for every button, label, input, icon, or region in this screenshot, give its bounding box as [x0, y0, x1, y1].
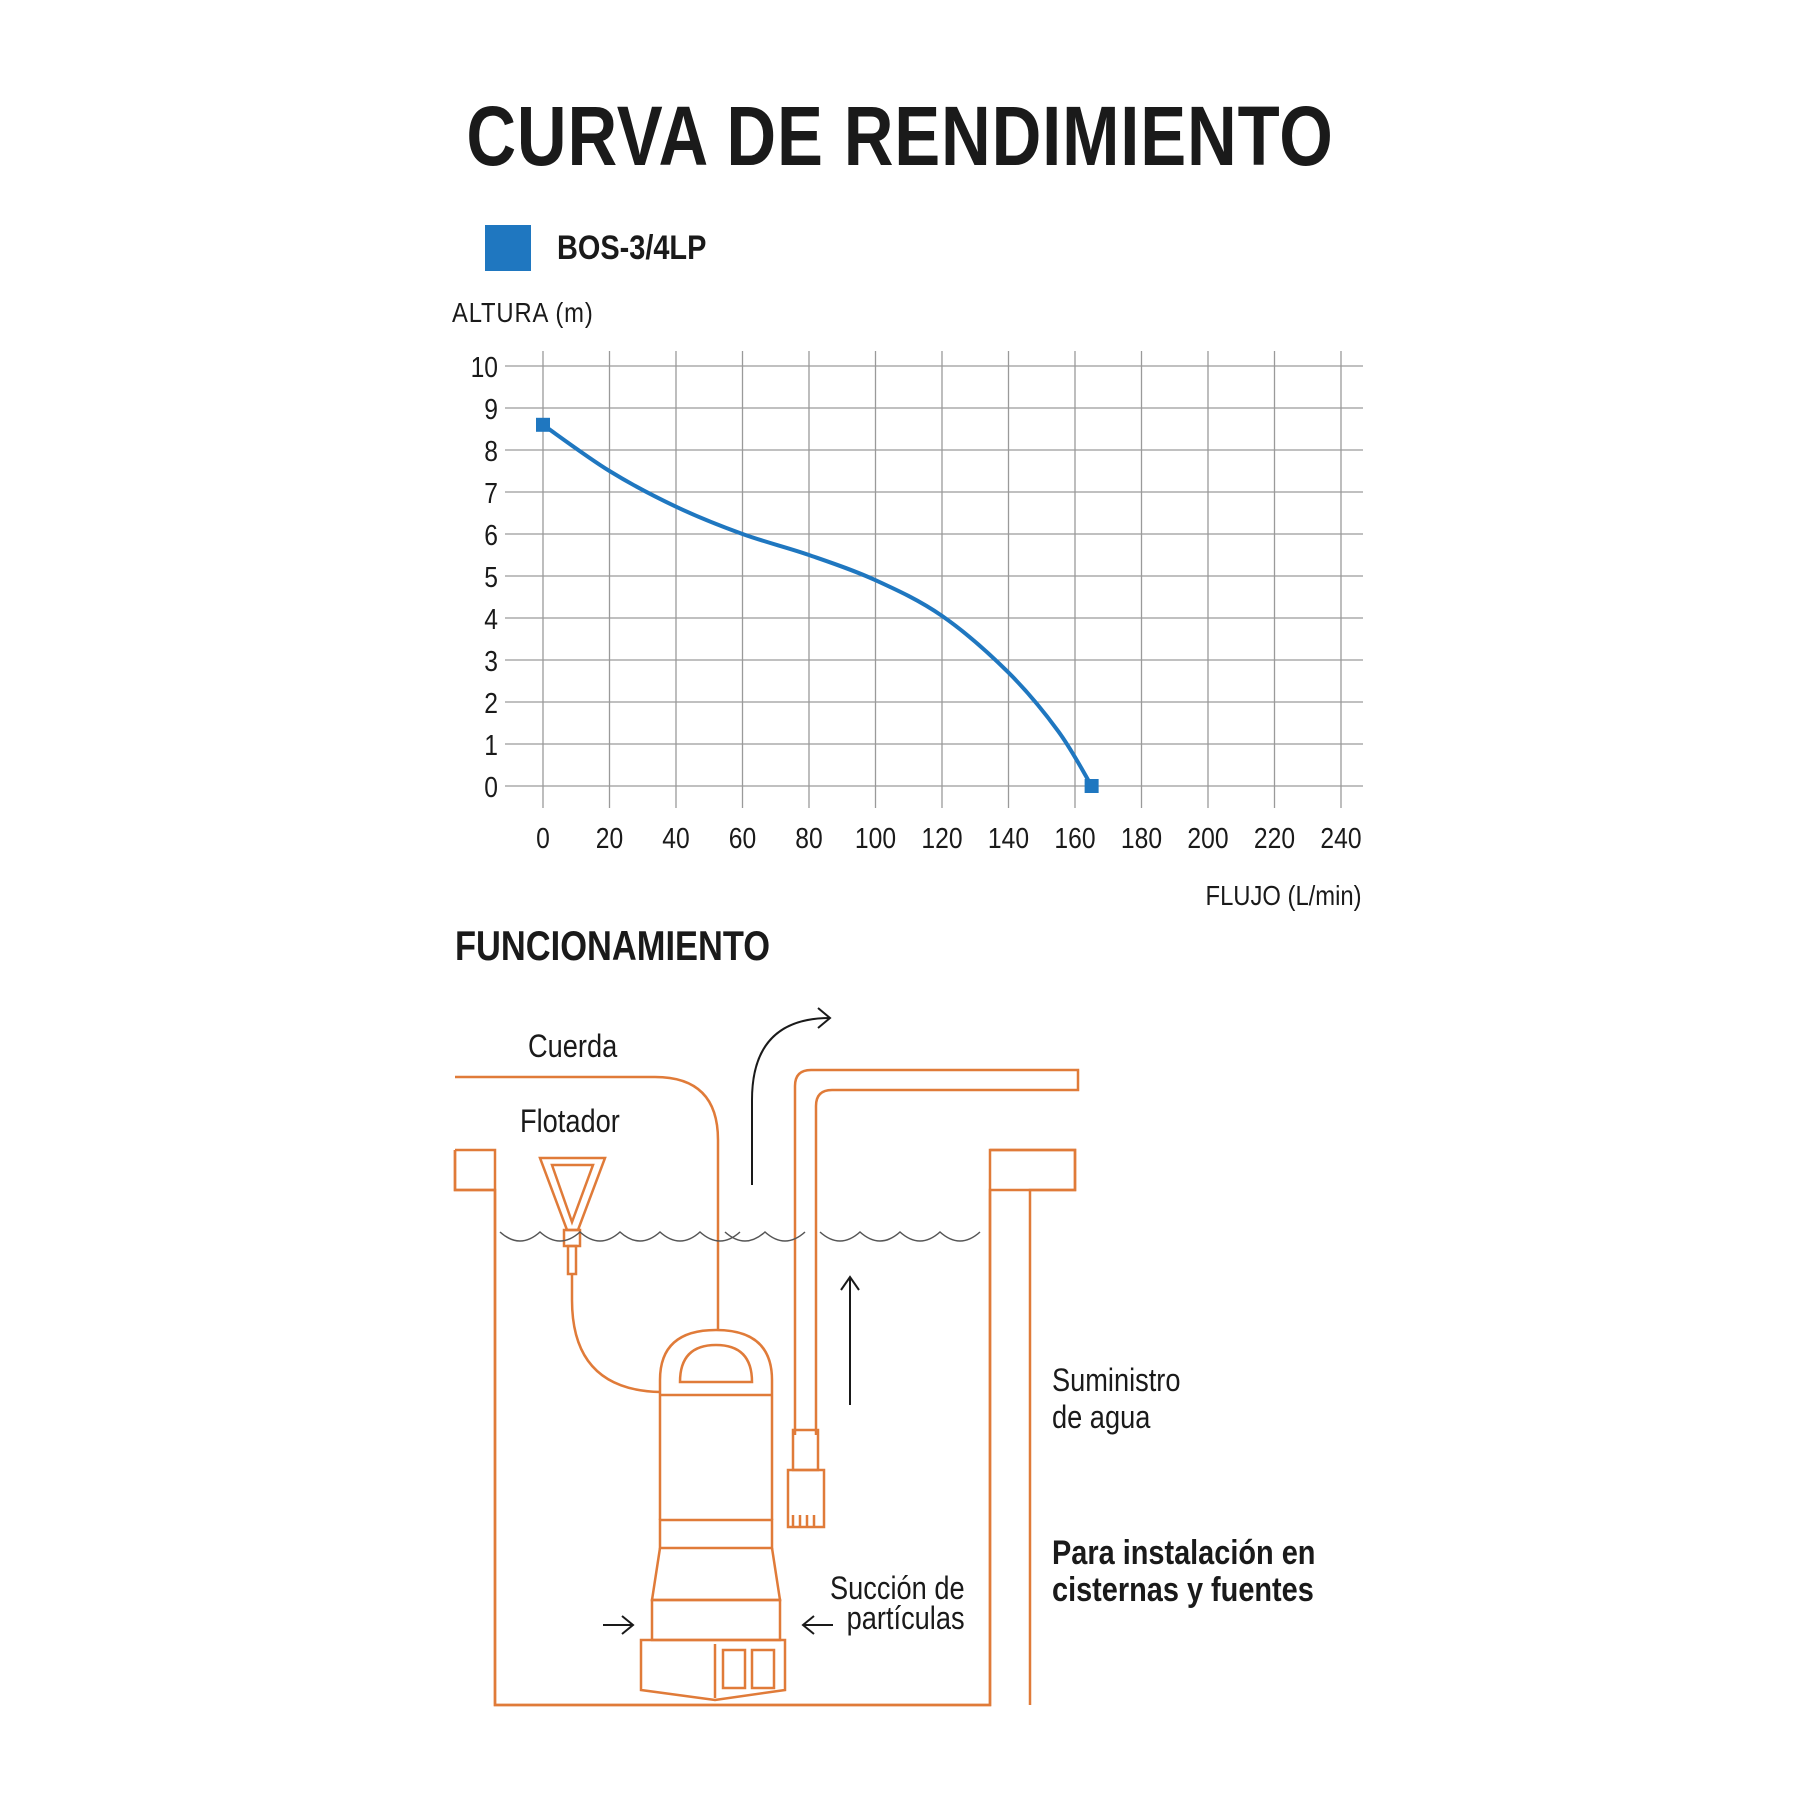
label-instalacion: Para instalación en cisternas y fuentes: [1052, 1534, 1316, 1609]
x-tick-label: 60: [728, 822, 757, 855]
x-tick-label: 40: [662, 822, 690, 855]
water-surface: [500, 1232, 980, 1241]
x-tick-label: 80: [795, 822, 823, 855]
y-tick-label: 8: [484, 435, 498, 468]
y-tick-label: 5: [484, 561, 498, 594]
y-tick-label: 10: [470, 351, 498, 384]
label-suministro: Suministro de agua: [1052, 1362, 1181, 1435]
pump-motor: [652, 1548, 780, 1600]
tank-walls: [455, 1150, 1075, 1705]
x-tick-label: 120: [921, 822, 963, 855]
pump-housing: [660, 1330, 772, 1520]
pump-diagram-lines: [455, 1070, 1078, 1705]
float-stem-tip: [568, 1246, 576, 1274]
label-flotador: Flotador: [520, 1103, 620, 1139]
pump-lower: [652, 1600, 780, 1640]
tank-outline: [455, 1150, 1075, 1705]
label-cuerda: Cuerda: [528, 1028, 618, 1064]
x-tick-label: 180: [1120, 822, 1163, 855]
water-wave-mid: [725, 1232, 805, 1241]
x-tick-label: 0: [536, 822, 550, 855]
y-axis-label: ALTURA (m): [452, 297, 594, 328]
y-tick-label: 2: [484, 687, 498, 720]
x-tick-label: 200: [1187, 822, 1229, 855]
x-tick-label: 20: [595, 822, 624, 855]
y-tick-label: 4: [484, 603, 498, 636]
y-tick-label: 1: [484, 729, 498, 762]
y-tick-label: 9: [484, 393, 498, 426]
page-title: CURVA DE RENDIMIENTO: [466, 89, 1334, 183]
intake-slot-2: [752, 1650, 774, 1688]
discharge-arrow: [752, 1018, 830, 1185]
discharge-pipe: [795, 1070, 1078, 1435]
x-tick-label: 140: [987, 822, 1030, 855]
section-title: FUNCIONAMIENTO: [455, 922, 771, 969]
x-tick-label: 240: [1320, 822, 1362, 855]
x-tick-label: 100: [854, 822, 897, 855]
water-wave-right: [820, 1232, 980, 1241]
flow-arrows: [603, 1008, 859, 1634]
x-tick-label: 160: [1054, 822, 1096, 855]
intake-slot-1: [723, 1650, 745, 1688]
float-inner: [552, 1165, 593, 1222]
y-tick-label: 7: [484, 477, 498, 510]
pump-collar: [660, 1520, 772, 1548]
y-tick-label: 6: [484, 519, 498, 552]
x-tick-label: 220: [1253, 822, 1296, 855]
y-tick-label: 3: [484, 645, 498, 678]
water-wave-left: [500, 1232, 740, 1241]
tank-left-rim: [455, 1150, 495, 1190]
pipe-threads: [793, 1515, 814, 1527]
pipe-coupling: [793, 1430, 818, 1470]
x-axis-label: FLUJO (L/min): [1205, 880, 1362, 911]
pump-handle: [680, 1345, 752, 1382]
label-succion: Succión de partículas: [830, 1570, 965, 1636]
y-tick-label: 0: [484, 771, 498, 804]
legend-label: BOS-3/4LP: [557, 228, 707, 267]
float-cable: [572, 1274, 660, 1392]
